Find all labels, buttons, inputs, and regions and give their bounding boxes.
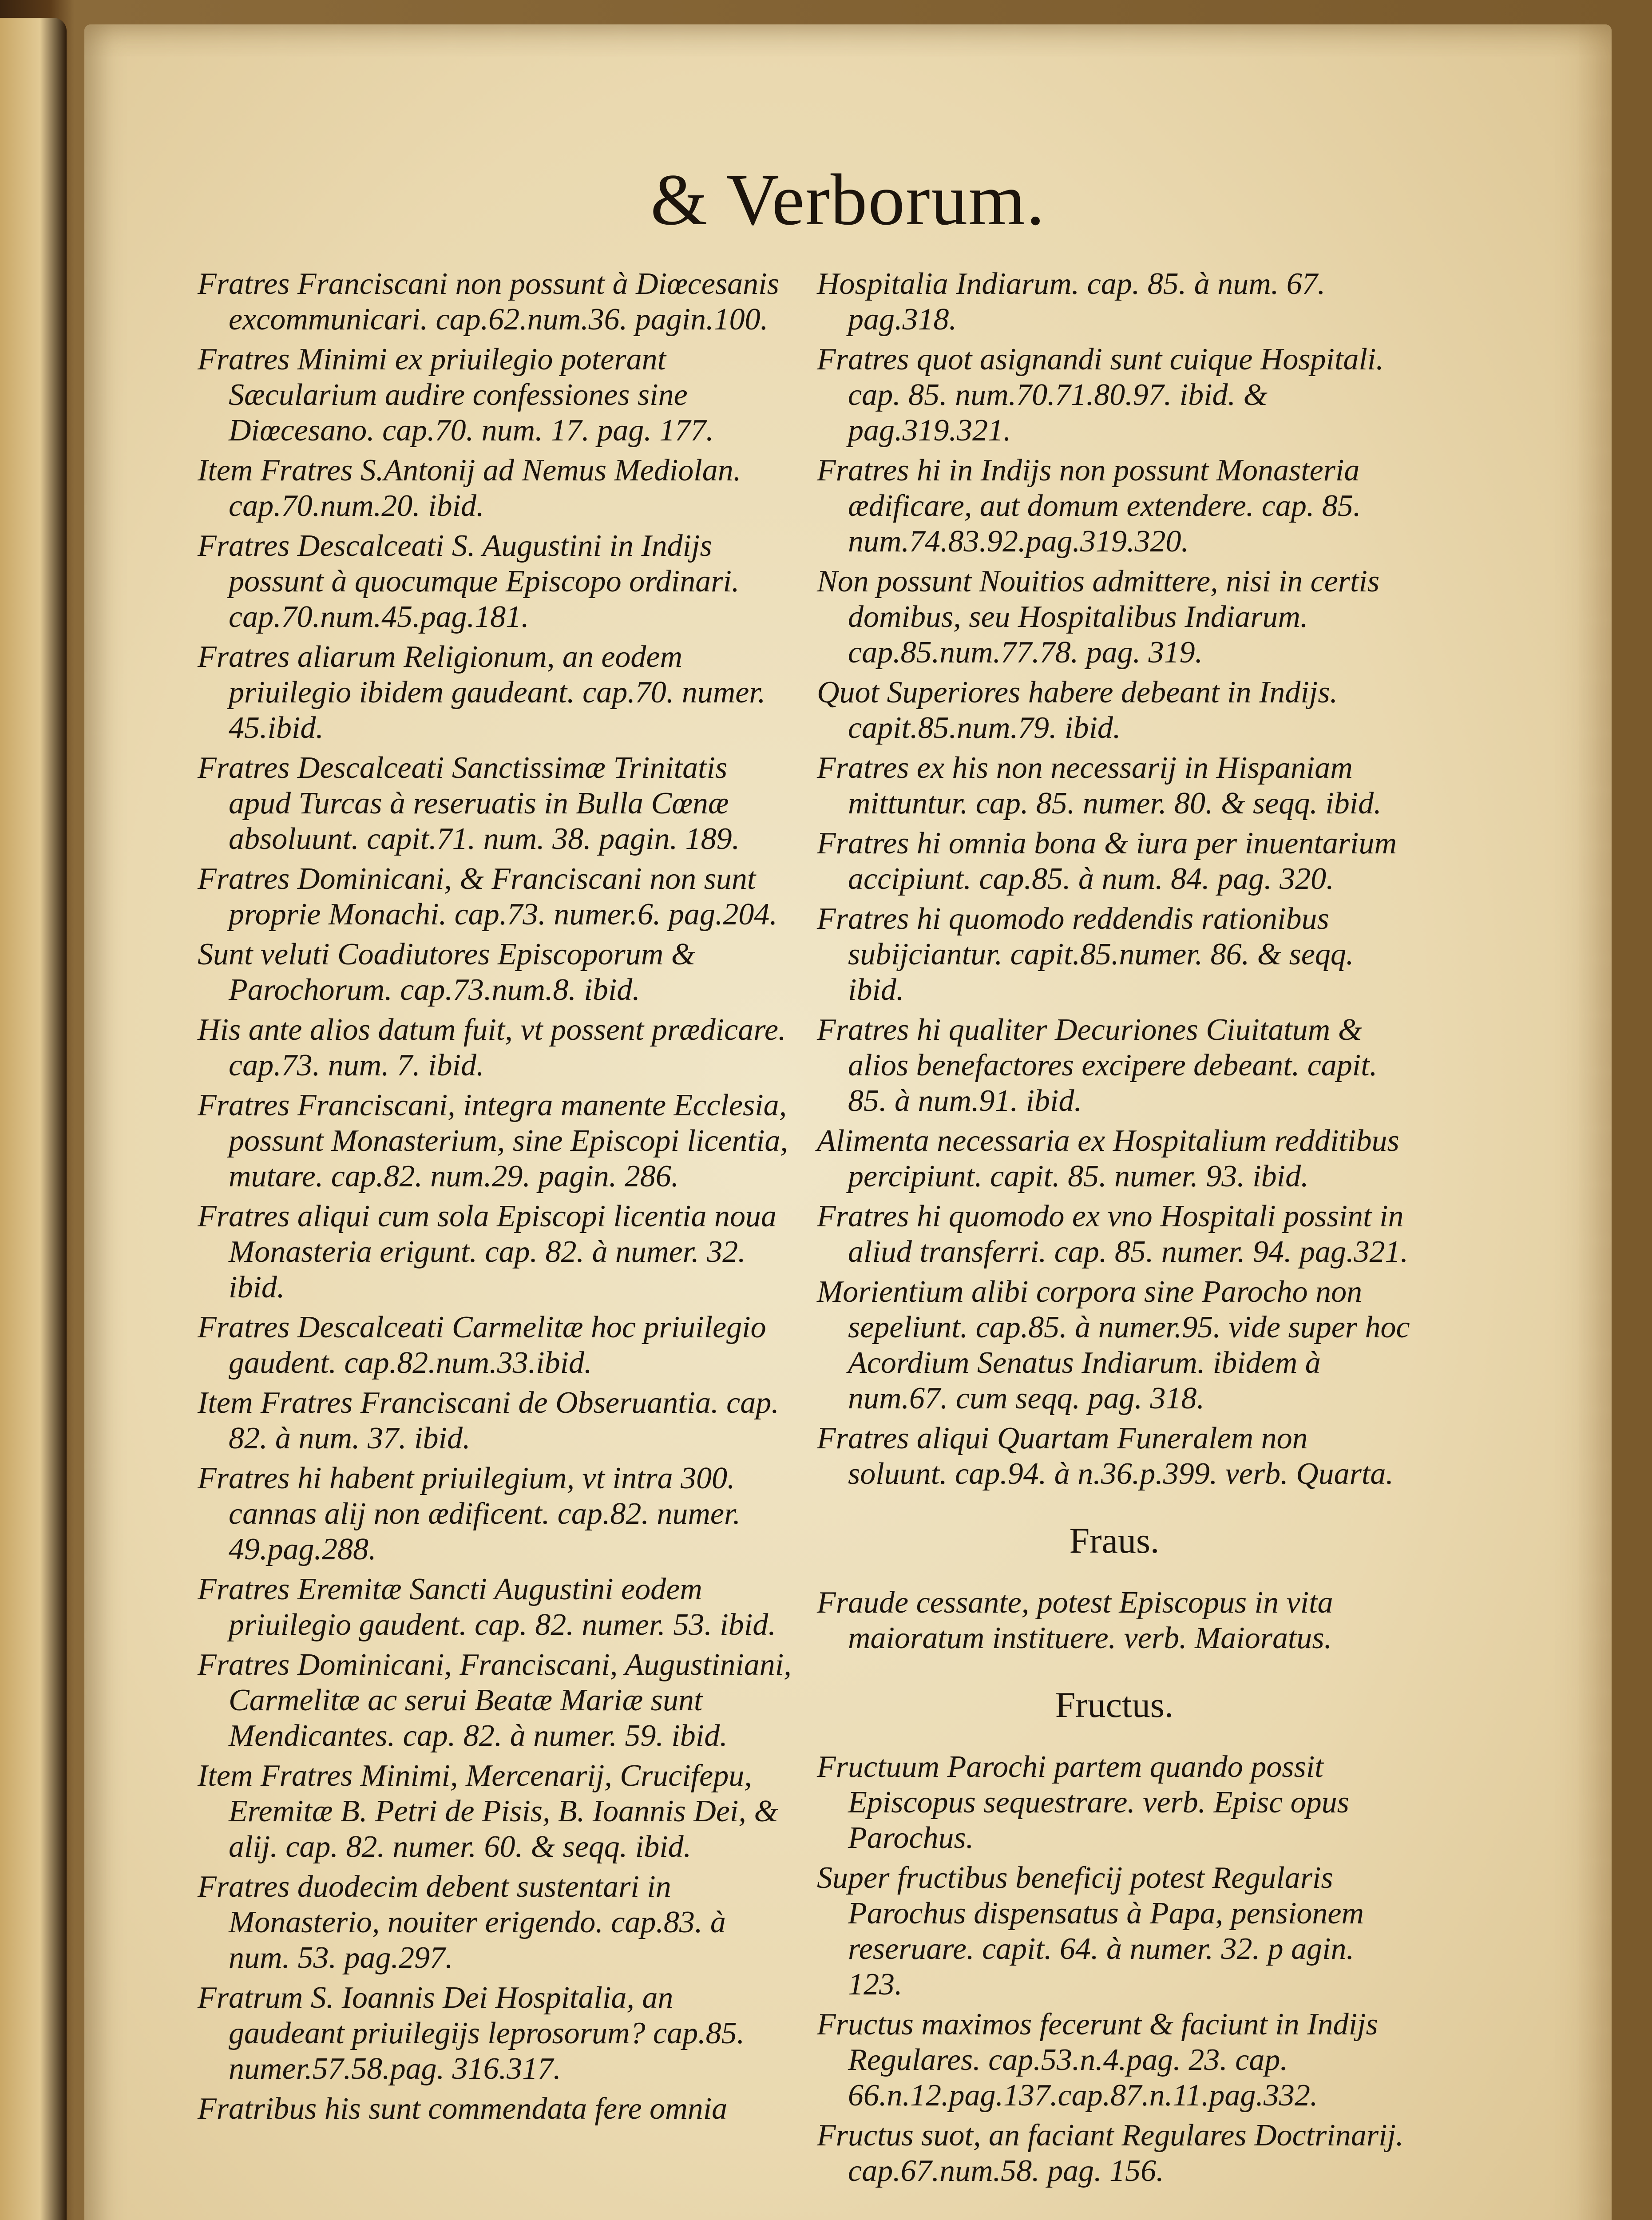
right-column <box>817 266 1412 2193</box>
index-entry: Fratres Franciscani, integra manente Ecclesia, possunt Monasterium, sine Episcopi licentia, mutare. cap.82. num.29. pagin. 286. <box>198 1088 788 1193</box>
index-entry: Fratribus his sunt commendata fere omnia <box>198 2092 728 2126</box>
previous-page-edge <box>0 18 67 2220</box>
index-entry: Hospitalia Indiarum. cap. 85. à num. 67. pag.318. <box>817 267 1326 337</box>
index-entry: His ante alios datum fuit, vt possent prædicare. cap.73. num. 7. ibid. <box>198 1013 786 1082</box>
index-entry: Fratres ex his non necessarij in Hispaniam mittuntur. cap. 85. numer. 80. & seqq. ibid. <box>817 751 1382 821</box>
index-entry: Fratres Descalceati Carmelitæ hoc priuilegio gaudent. cap.82.num.33.ibid. <box>198 1310 766 1380</box>
index-entry: Alimenta necessaria ex Hospitalium redditibus percipiunt. capit. 85. numer. 93. ibid. <box>817 1124 1399 1193</box>
index-entry: Fratres aliarum Religionum, an eodem priuilegio ibidem gaudeant. cap.70. numer. 45.ibid. <box>198 640 766 745</box>
index-entry: Fratres Dominicani, Franciscani, Augustiniani, Carmelitæ ac serui Beatæ Mariæ sunt Mendicantes. cap. 82. à numer. 59. ibid. <box>198 1648 792 1753</box>
index-entry: Fratres Descalceati Sanctissimæ Trinitatis apud Turcas à reseruatis in Bulla Cœnæ absoluunt. capit.71. num. 38. pagin. 189. <box>198 751 740 856</box>
index-entry: Fratrum S. Ioannis Dei Hospitalia, an gaudeant priuilegijs leprosorum? cap.85. numer.57.58.pag. 316.317. <box>198 1981 745 2086</box>
index-entry: Fratres hi habent priuilegium, vt intra 300. cannas alij non ædificent. cap.82. numer. 49.pag.288. <box>198 1461 741 1566</box>
index-entry: Sunt veluti Coadiutores Episcoporum & Parochorum. cap.73.num.8. ibid. <box>198 937 696 1007</box>
index-entry: Fratres Dominicani, & Franciscani non sunt proprie Monachi. cap.73. numer.6. pag.204. <box>198 862 777 932</box>
index-entry: Fratres Franciscani non possunt à Diœcesanis excommunicari. cap.62.num.36. pagin.100. <box>198 267 779 337</box>
index-entry: Fratres quot asignandi sunt cuique Hospitali. cap. 85. num.70.71.80.97. ibid. & pag.319.321. <box>817 342 1384 448</box>
index-entry: Item Fratres Minimi, Mercenarij, Crucifери, Eremitæ B. Petri de Pisis, B. Ioannis Dei, & alij. cap. 82. numer. 60. & seqq. ibid. <box>198 1759 778 1864</box>
index-entry: Fratres hi quomodo ex vno Hospitali possint in aliud transferri. cap. 85. numer. 94. pag.321. <box>817 1199 1408 1269</box>
index-entry: Fratres hi quomodo reddendis rationibus subijciantur. capit.85.numer. 86. & seqq. ibid. <box>817 902 1354 1007</box>
index-entry: Fratres hi omnia bona & iura per inuentarium accipiunt. cap.85. à num. 84. pag. 320. <box>817 826 1397 896</box>
section-heading-fraus: Fraus. <box>1069 1520 1160 1561</box>
index-entry: Fratres hi in Indijs non possunt Monasteria ædificare, aut domum extendere. cap. 85. num.74.83.92.pag.319.320. <box>817 453 1361 559</box>
index-entry: Item Fratres Franciscani de Obseruantia. cap. 82. à num. 37. ibid. <box>198 1386 779 1455</box>
index-entry: Morientium alibi corpora sine Parocho non sepeliunt. cap.85. à numer.95. vide super hoc Acordium Senatus Indiarum. ibidem à num.67. cum seqq. pag. 318. <box>817 1275 1410 1415</box>
index-entry: Quot Superiores habere debeant in Indijs. capit.85.num.79. ibid. <box>817 675 1338 745</box>
index-entry: Fratres aliqui Quartam Funeralem non soluunt. cap.94. à n.36.p.399. verb. Quarta. <box>817 1421 1394 1491</box>
index-entry: Non possunt Nouitios admittere, nisi in certis domibus, seu Hospitalibus Indiarum. cap.85.num.77.78. pag. 319. <box>817 564 1380 670</box>
index-entry: Fructus suot, an faciant Regulares Doctrinarij. cap.67.num.58. pag. 156. <box>817 2118 1404 2188</box>
index-entry: Fratres duodecim debent sustentari in Monasterio, nouiter erigendo. cap.83. à num. 53. pag.297. <box>198 1870 726 1975</box>
index-entry: Fratres hi qualiter Decuriones Ciuitatum & alios benefactores excipere debeant. capit. 85. à num.91. ibid. <box>817 1013 1378 1118</box>
index-entry: Fraude cessante, potest Episcopus in vita maioratum instituere. verb. Maioratus. <box>817 1586 1333 1655</box>
index-entry: Fructus maximos fecerunt & faciunt in Indijs Regulares. cap.53.n.4.pag. 23. cap. 66.n.12.pag.137.cap.87.n.11.pag.332. <box>817 2007 1378 2113</box>
index-entry: Fratres Descalceati S. Augustini in Indijs possunt à quocumque Episcopo ordinari. cap.70.num.45.pag.181. <box>198 529 740 634</box>
section-heading-fructus: Fructus. <box>1055 1685 1174 1725</box>
running-title: & Verborum. <box>650 159 1046 240</box>
index-entry: Super fructibus beneficij potest Regularis Parochus dispensatus à Papa, pensionem reseruare. capit. 64. à numer. 32. p agin. 123. <box>817 1861 1364 2002</box>
left-column <box>198 266 792 2131</box>
index-entry: Fratres aliqui cum sola Episcopi licentia noua Monasteria erigunt. cap. 82. à numer. 32. ibid. <box>198 1199 776 1304</box>
index-entry: Item Fratres S.Antonij ad Nemus Mediolan. cap.70.num.20. ibid. <box>198 453 741 523</box>
index-entry: Fructuum Parochi partem quando possit Episcopus sequestrare. verb. Episc opus Parochus. <box>817 1750 1349 1855</box>
book-page <box>84 24 1612 2220</box>
index-entry: Fratres Eremitæ Sancti Augustini eodem priuilegio gaudent. cap. 82. numer. 53. ibid. <box>198 1572 776 1642</box>
index-entry: Fratres Minimi ex priuilegio poterant Sæcularium audire confessiones sine Diœcesano. cap.70. num. 17. pag. 177. <box>198 342 714 448</box>
